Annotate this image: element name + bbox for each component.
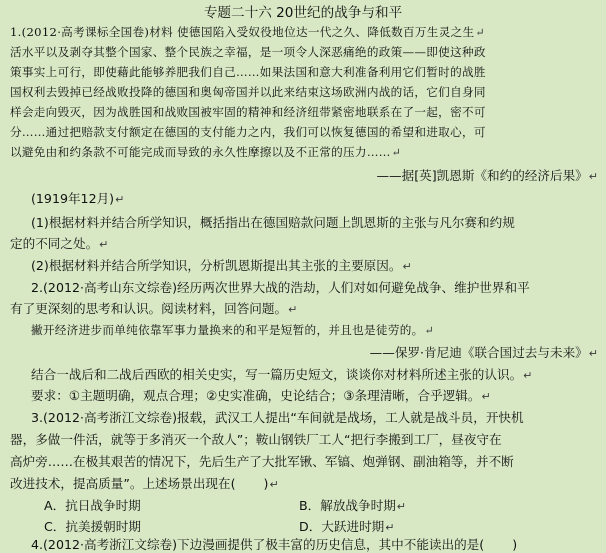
q3-option-d: D．大跃进时期↵	[299, 519, 395, 534]
q1-line-7: 以避免由和约条款不可能完成而导致的永久性摩擦以及不正常的压力……↵	[10, 145, 402, 159]
paragraph-mark-icon: ↵	[391, 146, 402, 159]
q1-subquestion-1: (1)根据材料并结合所学知识，概括指出在德国赔款问题上凯恩斯的主张与凡尔赛和约规	[31, 215, 515, 230]
q1-line-2: 活水平以及剥夺其整个国家、整个民族之幸福，是一项令人深恶痛绝的政策——即使这种政	[10, 45, 486, 59]
paragraph-mark-icon: ↵	[475, 26, 485, 39]
q3-line-1: 3.(2012·高考浙江文综卷)报载，武汉工人提出“车间就是战场，工人就是战斗员，开快机	[31, 410, 524, 425]
q2-source: ——保罗·肯尼迪《联合国过去与未来》↵	[369, 345, 598, 360]
paragraph-mark-icon: ↵	[424, 324, 435, 337]
paragraph-mark-icon: ↵	[288, 303, 298, 316]
q3-line-4: 改进技术，提高质量”。上述场景出现在( )↵	[10, 476, 279, 491]
q1-line-1: 1.(2012·高考课标全国卷)材料 使德国陷入受奴役地位达一代之久、降低数百万生灵之生↵	[10, 25, 485, 39]
q1-line-6: 分……通过把赔款支付额定在德国的支付能力之内，我们可以恢复德国的希望和进取心，可	[10, 125, 486, 139]
paragraph-mark-icon: ↵	[481, 390, 491, 403]
page-title: 专题二十六 20世纪的战争与和平	[203, 5, 403, 21]
q1-subquestion-2: (2)根据材料并结合所学知识，分析凯恩斯提出其主张的主要原因。↵	[31, 258, 412, 273]
answer-blank	[484, 536, 512, 553]
paragraph-mark-icon: ↵	[588, 347, 598, 360]
q1-source: ——据[英]凯恩斯《和约的经济后果》↵	[376, 168, 598, 183]
paragraph-mark-icon: ↵	[385, 521, 395, 534]
q2-line-2: 有了更深刻的思考和认识。阅读材料，回答问题。↵	[10, 301, 298, 316]
q1-line-5: 样会走向毁灭，因为战胜国和战败国被牢固的精神和经济纽带紧密地联系在了一起，密不可	[10, 105, 486, 119]
q2-line-1: 2.(2012·高考山东文综卷)经历两次世界大战的浩劫，人们对如何避免战争、维护世界和平	[31, 280, 530, 295]
paragraph-mark-icon: ↵	[396, 500, 407, 513]
q1-line-3: 策事实上可行，即使藉此能够养肥我们自己……如果法国和意大利准备利用它们暂时的战胜	[10, 65, 486, 79]
q3-option-b: B．解放战争时期↵	[299, 498, 407, 513]
paragraph-mark-icon: ↵	[115, 193, 125, 206]
q4-line-1: 4.(2012·高考浙江文综卷)下边漫画提供了极丰富的历史信息，其中不能读出的是( )	[31, 537, 518, 552]
paragraph-mark-icon: ↵	[99, 238, 109, 251]
q1-date: (1919年12月)↵	[31, 191, 125, 206]
q3-option-a: A．抗日战争时期	[44, 498, 141, 513]
q3-line-3: 高炉旁……在极其艰苦的情况下，先后生产了大批军锹、军镐、炮弹钢、副油箱等，并不断	[10, 454, 514, 469]
paragraph-mark-icon: ↵	[523, 369, 533, 382]
paragraph-mark-icon: ↵	[269, 478, 279, 491]
paragraph-mark-icon: ↵	[402, 260, 412, 273]
q2-requirements: 要求：①主题明确，观点合理；②史实准确，史论结合；③条理清晰，合乎逻辑。↵	[31, 388, 491, 403]
q1-subquestion-1-cont: 定的不同之处。↵	[10, 236, 109, 251]
q2-quote: 撇开经济进步而单纯依靠军事力量换来的和平是短暂的，并且也是徒劳的。↵	[31, 323, 435, 337]
q3-line-2: 器，多做一件活，就等于多消灭一个敌人”；鞍山钢铁厂工人“把行李搬到工厂，昼夜守在	[10, 432, 502, 447]
q2-task: 结合一战后和二战后西欧的相关史实，写一篇历史短文，谈谈你对材料所述主张的认识。↵	[31, 367, 533, 382]
q1-line-4: 国权利去毁掉已经战败投降的德国和奥匈帝国并以此来结束这场欧洲内战的话，它们自身同	[10, 85, 486, 99]
answer-blank	[236, 475, 264, 492]
paragraph-mark-icon: ↵	[588, 170, 598, 183]
q3-option-c: C．抗美援朝时期	[44, 519, 141, 534]
